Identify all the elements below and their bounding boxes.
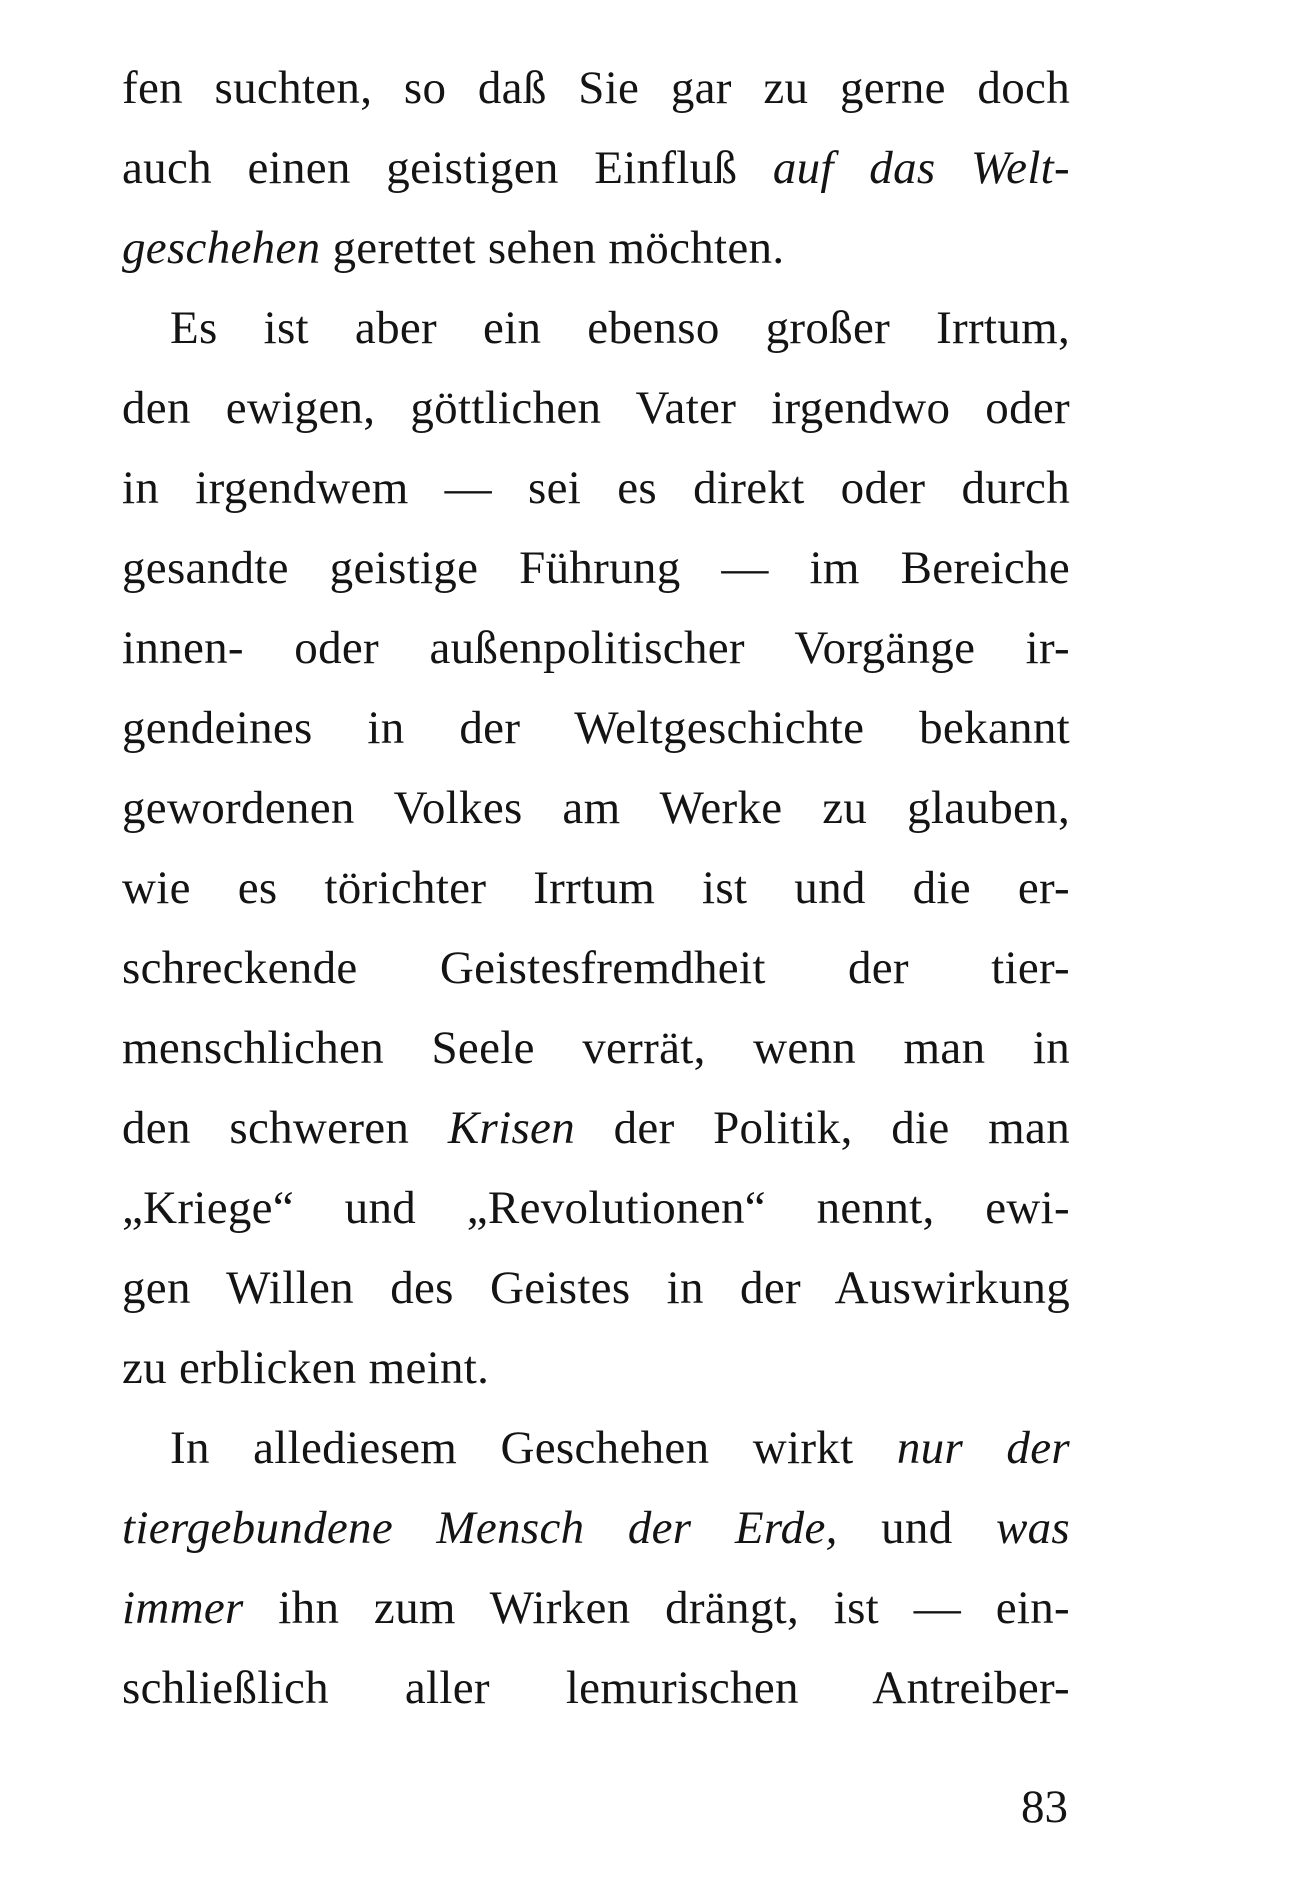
text-line (122, 608, 1070, 688)
italic-text: tiergebundene Mensch der Erde, (122, 1502, 838, 1554)
text-run: wie es törichter Irrtum ist und die er- (122, 862, 1070, 914)
text-run: schließlich aller lemurischen Antreiber- (122, 1662, 1070, 1714)
text-line (122, 768, 1070, 848)
text-run: gerettet sehen möchten. (320, 222, 785, 274)
text-run: in irgendwem — sei es direkt oder durch (122, 462, 1070, 514)
text-run: gewordenen Volkes am Werke zu glauben, (122, 782, 1070, 834)
text-line (122, 928, 1070, 1008)
text-line (122, 1008, 1070, 1088)
text-run: der Politik, die man (575, 1102, 1070, 1154)
text-line (170, 288, 1070, 368)
italic-text: auf das Welt- (772, 142, 1070, 194)
text-run: „Kriege“ und „Revolutionen“ nennt, ewi- (122, 1182, 1070, 1234)
text-line (122, 848, 1070, 928)
text-line (122, 1648, 1070, 1728)
text-run: gendeines in der Weltgeschichte bekannt (122, 702, 1070, 754)
text-run: auch einen geistigen Einfluß (122, 142, 773, 194)
text-line (122, 128, 1070, 208)
italic-text: geschehen (122, 222, 321, 274)
page-number: 83 (1021, 1781, 1068, 1833)
text-run: ihn zum Wirken drängt, ist — ein- (243, 1582, 1070, 1634)
text-run: und (837, 1502, 996, 1554)
text-run: gesandte geistige Führung — im Bereiche (122, 542, 1070, 594)
text-run: menschlichen Seele verrät, wenn man in (122, 1022, 1070, 1074)
italic-text: immer (122, 1582, 244, 1634)
italic-text: Krisen (447, 1102, 575, 1154)
text-run: den ewigen, göttlichen Vater irgendwo oder (122, 382, 1070, 434)
text-line (122, 48, 1070, 128)
text-line (122, 1328, 1070, 1408)
text-line (122, 1488, 1070, 1568)
italic-text: was (995, 1502, 1070, 1554)
text-run: innen- oder außenpolitischer Vorgänge ir- (122, 622, 1070, 674)
text-line (122, 1168, 1070, 1248)
text-run: zu erblicken meint. (122, 1342, 490, 1394)
italic-text: nur der (896, 1422, 1070, 1474)
text-line (122, 208, 1070, 288)
text-line (122, 368, 1070, 448)
text-line (122, 1248, 1070, 1328)
text-run: Es ist aber ein ebenso großer Irrtum, (170, 302, 1070, 354)
text-run: den schweren (122, 1102, 448, 1154)
text-line (122, 1088, 1070, 1168)
text-line (122, 528, 1070, 608)
text-run: fen suchten, so daß Sie gar zu gerne doch (122, 62, 1070, 114)
text-run: schreckende Geistesfremdheit der tier- (122, 942, 1070, 994)
text-line (122, 688, 1070, 768)
text-run: In allediesem Geschehen wirkt (170, 1422, 897, 1474)
text-run: gen Willen des Geistes in der Auswirkung (122, 1262, 1070, 1314)
text-line (122, 448, 1070, 528)
text-line (122, 1568, 1070, 1648)
text-line (170, 1408, 1070, 1488)
